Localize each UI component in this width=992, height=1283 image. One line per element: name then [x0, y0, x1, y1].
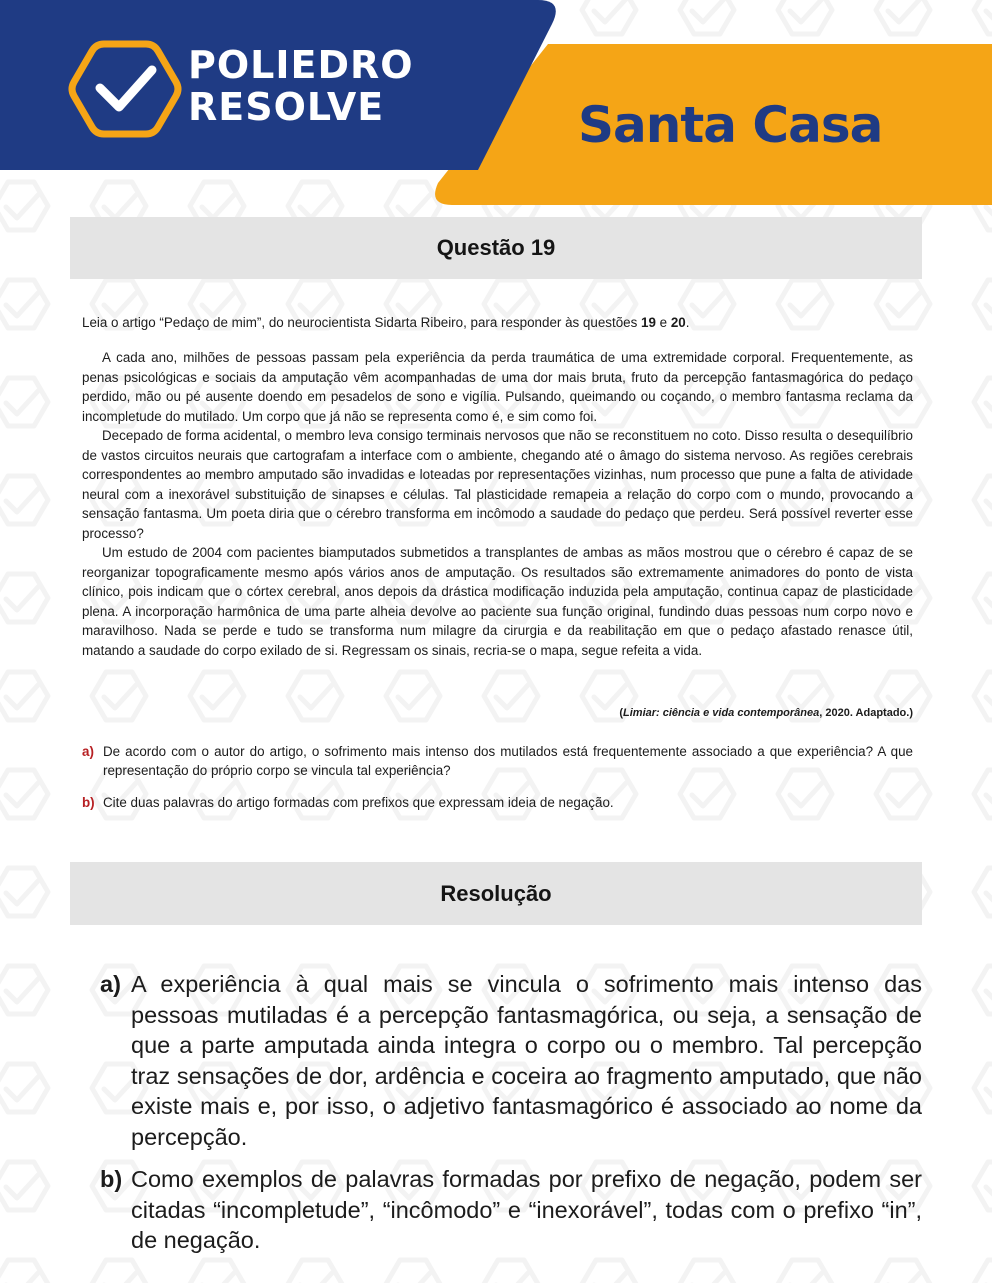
answer-label: a)	[100, 971, 121, 997]
exam-title: Santa Casa	[578, 96, 883, 154]
intro-text: Leia o artigo “Pedaço de mim”, do neurocientista Sidarta Ribeiro, para responder às questões	[82, 315, 642, 330]
intro-connector: e	[655, 315, 671, 330]
source-details: , 2020. Adaptado.)	[819, 707, 913, 719]
intro-question-number: 20	[670, 315, 686, 330]
item-text: De acordo com o autor do artigo, o sofrimento mais intenso dos mutilados está frequentemente associado a que experiência? A que representação do próprio corpo se vincula tal experiência?	[103, 744, 913, 778]
source-title: Limiar: ciência e vida contemporânea	[623, 707, 820, 719]
article-paragraph: Um estudo de 2004 com pacientes biamputados submetidos a transplantes de ambas as mãos mostrou que o cérebro é capaz de se reorganizar topograficamente mesmo após vários anos de amputação. Os resultados são extremamente animadores do ponto de vista clínico, pois indicam que o córtex cerebral, anos depois da drástica modificação induzida pela amputação, continua capaz de plasticidade plena. A incorporação harmônica de uma parte alheia devolve ao paciente sua função original, fundindo duas pessoas num corpo novo e maravilhoso. Nada se perde e tudo se transforma num milagre da cirurgia e da reabilitação em que o pedaço afastado renasce útil, matando a saudade do corpo exilado de si. Regressam os sinais, recria-se o mapa, segue refeita a vida.	[82, 545, 913, 658]
brand-line-1: POLIEDRO	[188, 43, 414, 87]
brand-line-2: RESOLVE	[188, 85, 385, 129]
item-label: a)	[82, 744, 94, 759]
question-item-b	[82, 793, 913, 812]
article-text	[82, 348, 913, 660]
article-paragraph: A cada ano, milhões de pessoas passam pela experiência da perda traumática de uma extremidade corporal. Frequentemente, as penas psicológicas e sociais da amputação vêm acompanhadas de uma dor mais bruta, fruto da percepção fantasmagórica do pedaço perdido, mão ou pé ausente doendo em pesadelos de sono e vigília. Pulsando, queimando ou coçando, o membro fantasma reclama da incompletude do mutilado. Um corpo que já não se representa como é, e sim como foi.	[82, 350, 913, 424]
answer-text: A experiência à qual mais se vincula o sofrimento mais intenso das pessoas mutiladas é a percepção fantasmagórica, ou seja, a sensação de que a parte amputada ainda integra o corpo ou o membro. Tal percepção traz sensações de dor, ardência e coceira ao fragmento amputado, que não existe mais e, por isso, o adjetivo fantasmagórico é associado ao nome da percepção.	[131, 971, 922, 1150]
item-label: b)	[82, 795, 95, 810]
answer-a	[100, 969, 922, 1152]
answer-label: b)	[100, 1166, 123, 1192]
answer-text: Como exemplos de palavras formadas por prefixo de negação, podem ser citadas “incompletude”, “incômodo” e “inexorável”, todas com o prefixo “in”, de negação.	[131, 1166, 922, 1253]
question-item-a	[82, 742, 913, 780]
answer-b	[100, 1164, 922, 1256]
brand-logo-text	[188, 44, 414, 128]
article-paragraph: Decepado de forma acidental, o membro leva consigo terminais nervosos que não se reconstituem no coto. Disso resulta o desequilíbrio de vastos circuitos neurais que cartografam a interface com o ambiente, chegando até o âmago do sistema nervoso. As regiões cerebrais correspondentes ao membro amputado são invadidas e loteadas por representações vizinhas, num processo que pune a falta de atividade neural com a inexorável substituição de sinapses e células. Tal plasticidade remapeia a relação do corpo com o mundo, provocando a sensação fantasma. Um poeta diria que o cérebro transforma em incômodo a saudade do pedaço que perdeu. Será possível reverter esse processo?	[82, 428, 913, 541]
intro-end: .	[685, 315, 690, 330]
article-source	[82, 706, 913, 720]
resolution-heading: Resolução	[70, 862, 922, 925]
question-heading: Questão 19	[70, 217, 922, 279]
item-text: Cite duas palavras do artigo formadas com prefixos que expressam ideia de negação.	[103, 795, 614, 810]
source-open: (	[619, 707, 624, 719]
intro-question-number: 19	[641, 315, 656, 330]
question-intro	[82, 313, 922, 332]
